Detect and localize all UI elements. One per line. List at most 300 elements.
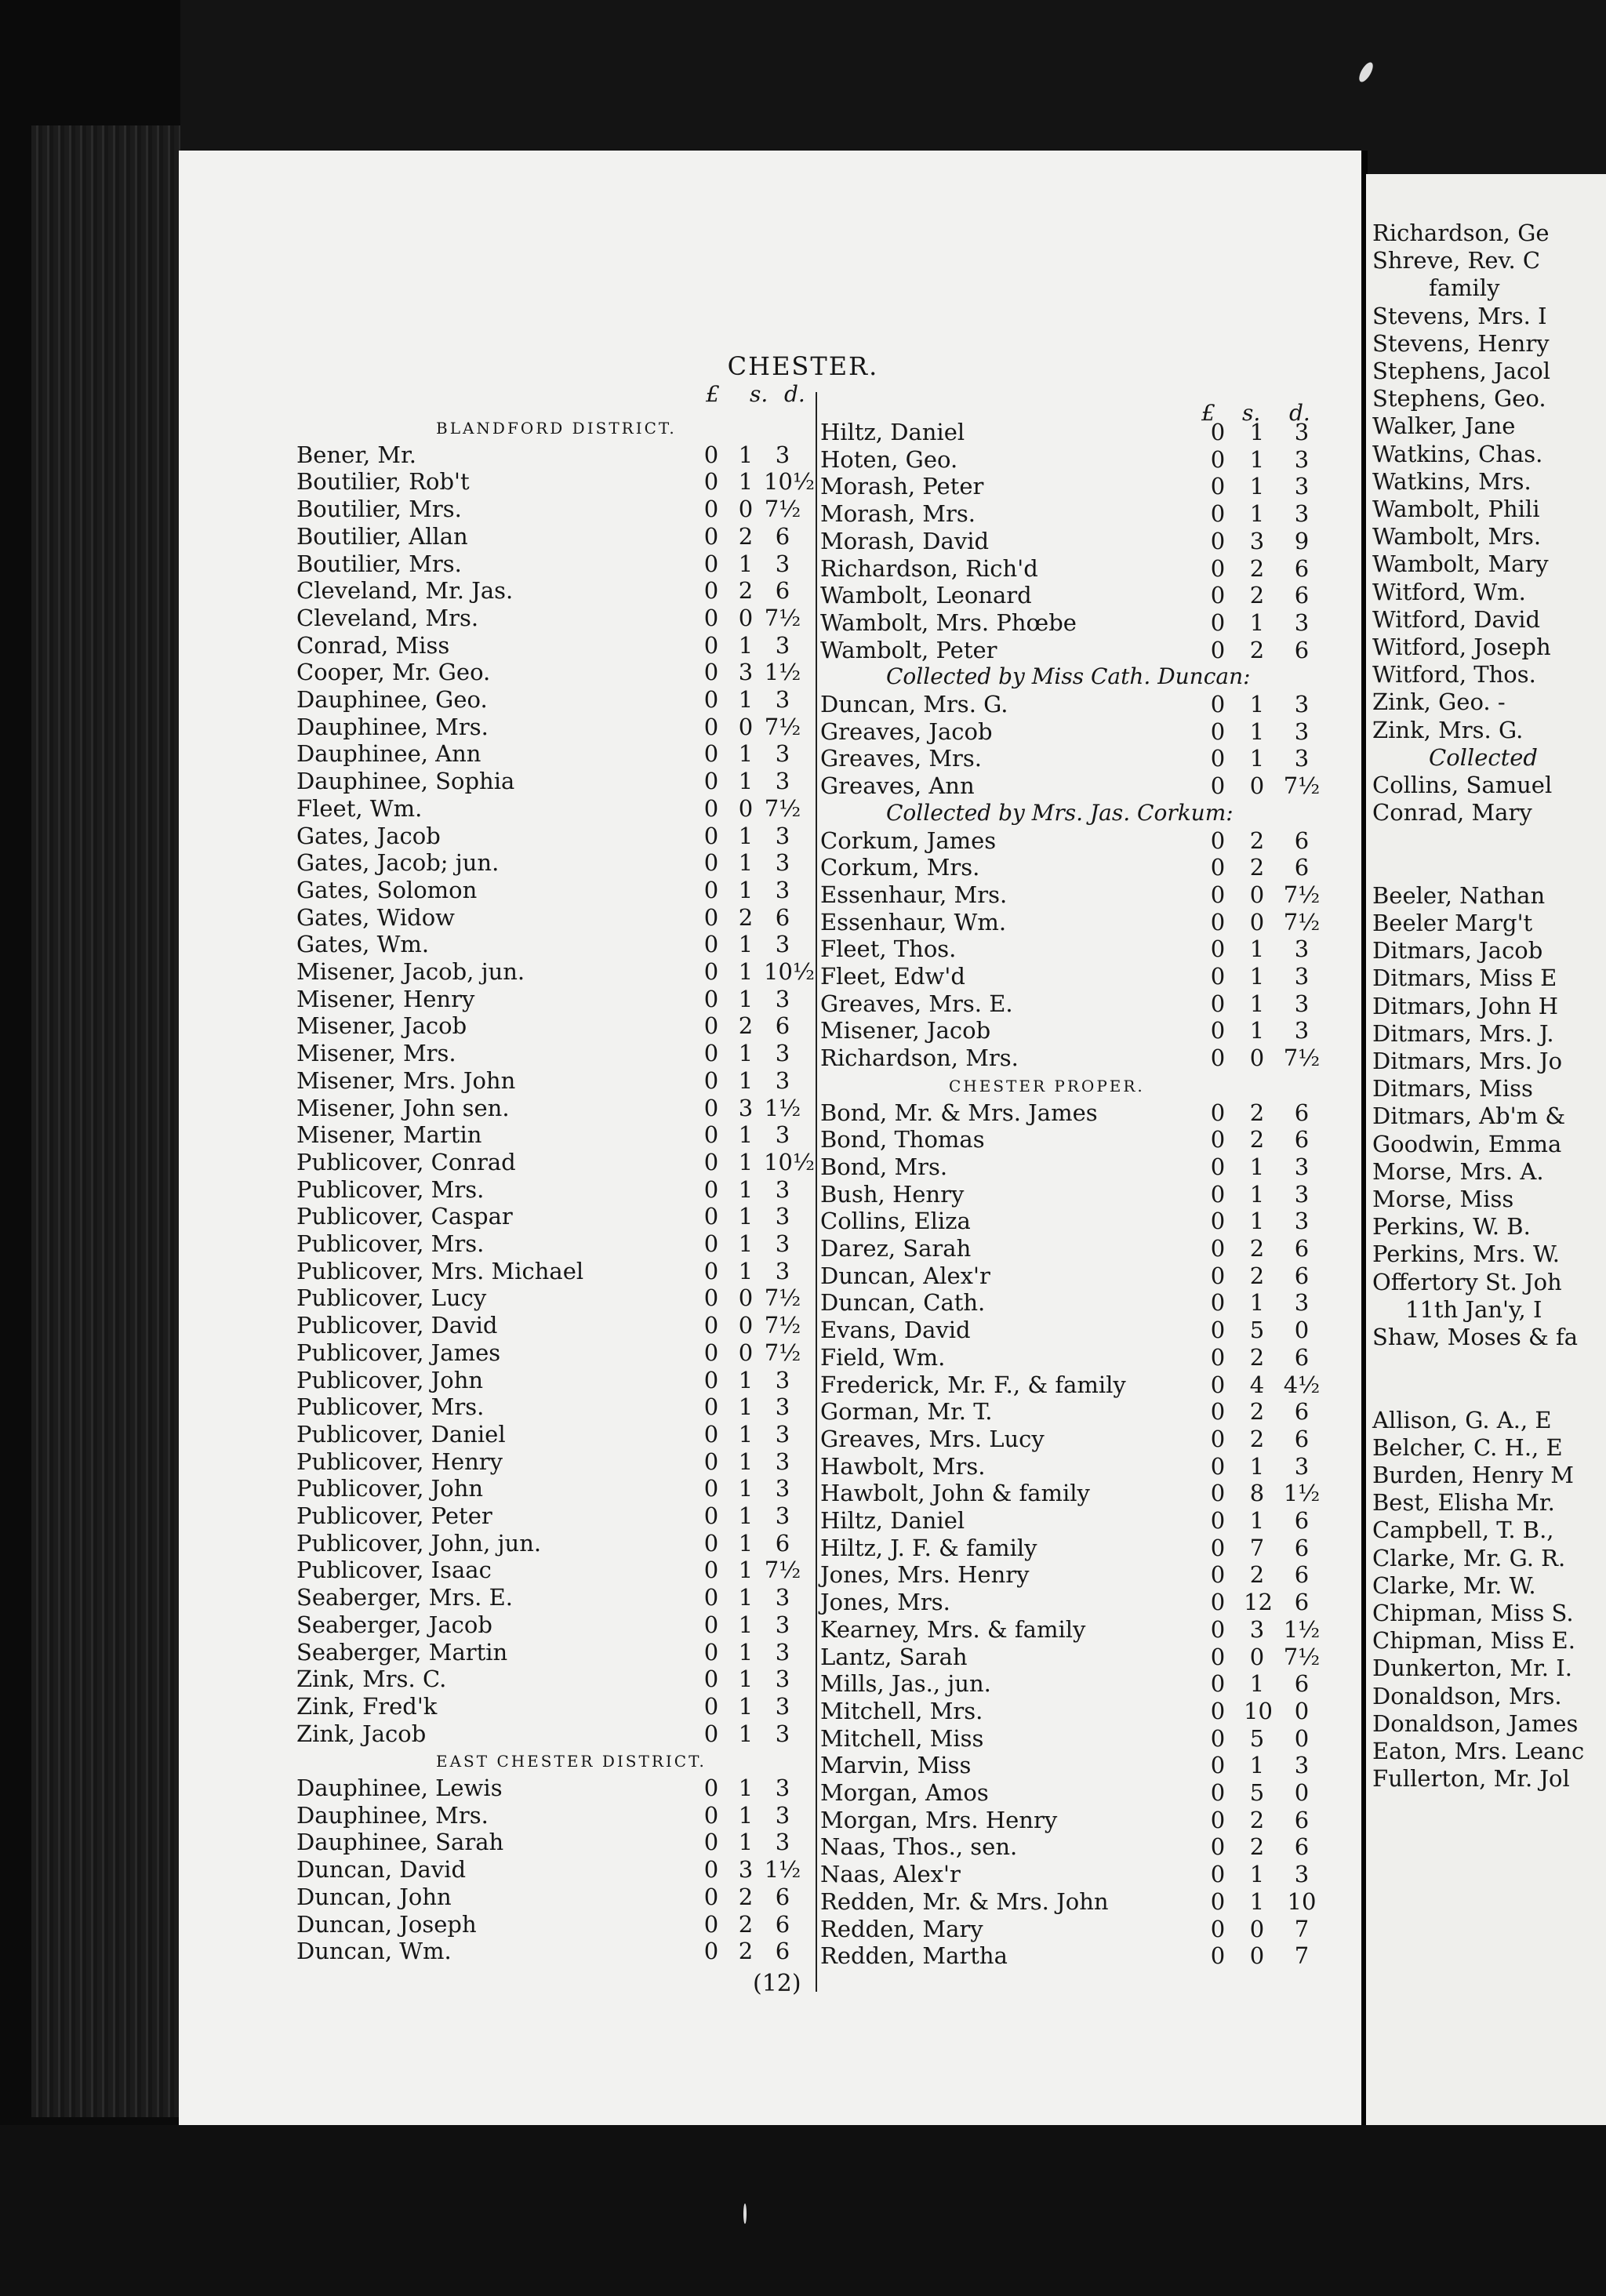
pence-value: 6	[775, 1938, 790, 1965]
subscriber-row	[820, 419, 1322, 445]
pence-value: 6	[1294, 1806, 1310, 1833]
next-page-line: Campbell, T. B.,	[1372, 1517, 1554, 1544]
shillings-value: 1	[738, 1203, 754, 1230]
shillings-value: 0	[1249, 1942, 1265, 1970]
subscriber-name: Zink, Fred'k	[296, 1692, 438, 1720]
shillings-value: 1	[1249, 500, 1265, 528]
pence-value: 6	[1294, 826, 1310, 854]
pence-value: 3	[1294, 445, 1310, 473]
subscriber-name: Darez, Sarah	[820, 1235, 972, 1262]
shillings-value: 1	[738, 1529, 754, 1557]
next-page-line: Eaton, Mrs. Leanc	[1372, 1738, 1585, 1764]
subscriber-row	[820, 446, 1322, 473]
subscriber-row	[820, 1535, 1322, 1561]
next-page-line: Clarke, Mr. G. R.	[1372, 1544, 1566, 1571]
subscriber-name: Duncan, Mrs. G.	[820, 691, 1008, 718]
pounds-value: 0	[703, 1094, 719, 1121]
subscriber-row	[296, 1284, 801, 1312]
next-page-line: Ditmars, Miss E	[1372, 965, 1557, 992]
pence-value: 6	[1294, 854, 1310, 881]
shillings-value: 4	[1249, 1371, 1265, 1398]
next-page-line: Clarke, Mr. W.	[1372, 1571, 1536, 1599]
pence-value: 3	[775, 1448, 790, 1475]
subscriber-row	[820, 582, 1322, 609]
subscriber-row	[296, 794, 801, 822]
subscriber-name: Fleet, Edw'd	[820, 963, 965, 990]
pounds-value: 0	[703, 1938, 719, 1965]
pounds-value: 0	[703, 958, 719, 985]
shillings-value: 3	[1249, 1615, 1265, 1643]
subscriber-name: Fleet, Wm.	[296, 794, 423, 822]
next-page-line: Goodwin, Emma	[1372, 1130, 1562, 1157]
shillings-value: 0	[738, 496, 754, 523]
next-page-line: Shaw, Moses & fa	[1372, 1324, 1579, 1350]
pounds-value: 0	[1210, 1561, 1226, 1589]
pounds-value: 0	[1210, 718, 1226, 745]
shillings-value: 0	[1249, 908, 1265, 935]
shillings-value: 1	[738, 1502, 754, 1529]
pounds-value: 0	[1210, 1507, 1226, 1534]
subscriber-row	[296, 441, 798, 468]
subscriber-row	[820, 1344, 1322, 1371]
next-page-line: Ditmars, John H	[1372, 992, 1559, 1019]
subscriber-row	[296, 523, 798, 550]
pence-value: 3	[775, 1066, 790, 1094]
subscriber-row	[296, 577, 798, 604]
pounds-value: 0	[703, 1040, 719, 1067]
shillings-value: 2	[1249, 1561, 1265, 1589]
shillings-value: 0	[1249, 881, 1265, 908]
subscriber-row	[820, 745, 1322, 772]
pence-value: 7½	[1283, 881, 1321, 908]
shillings-value: 0	[738, 794, 754, 822]
subscriber-row	[296, 1856, 801, 1884]
shillings-value: 1	[1249, 1752, 1265, 1779]
subscriber-row	[820, 1644, 1322, 1670]
pounds-value: 0	[1210, 1887, 1226, 1915]
next-page-line: Ditmars, Mrs. J.	[1372, 1019, 1554, 1047]
subscriber-row	[296, 849, 798, 876]
pounds-value: 0	[703, 1557, 719, 1584]
pence-value: 3	[775, 1393, 790, 1421]
shillings-value: 2	[738, 1883, 754, 1910]
subscriber-name: Jones, Mrs. Henry	[820, 1561, 1030, 1589]
next-page-line: Fullerton, Mr. Jol	[1372, 1765, 1570, 1793]
shillings-value: 2	[738, 1938, 754, 1965]
pence-value: 7	[1294, 1915, 1310, 1942]
film-mark	[1357, 60, 1375, 84]
pence-value: 4½	[1283, 1371, 1321, 1398]
shillings-value: 1	[738, 1557, 754, 1584]
shillings-value: 2	[1249, 1425, 1265, 1452]
subscriber-name: Wambolt, Mrs. Phœbe	[820, 609, 1077, 636]
pounds-value: 0	[1210, 881, 1226, 908]
subscriber-row	[296, 713, 801, 740]
pounds-value: 0	[703, 1284, 719, 1312]
pounds-value: 0	[703, 659, 719, 686]
subscriber-row	[820, 1044, 1322, 1071]
subscriber-row	[296, 1258, 798, 1284]
shillings-value: 1	[738, 441, 754, 468]
subscriber-name: Wambolt, Peter	[820, 636, 997, 663]
subscriber-name: Dauphinee, Sophia	[296, 768, 515, 795]
pence-value: 3	[1294, 1017, 1310, 1044]
shillings-value: 1	[1249, 1289, 1265, 1317]
subscriber-row	[820, 935, 1322, 962]
shillings-value: 1	[738, 822, 754, 849]
pounds-value: 0	[703, 1420, 719, 1448]
collector-heading: Collected by Mrs. Jas. Corkum:	[886, 799, 1234, 826]
subscriber-name: Duncan, Wm.	[296, 1938, 452, 1965]
pence-value: 10	[1287, 1887, 1317, 1915]
pounds-value: 0	[1210, 1670, 1226, 1698]
next-page-line: Stephens, Geo.	[1372, 385, 1546, 412]
pence-value: 3	[775, 1666, 790, 1693]
shillings-value: 1	[738, 849, 754, 877]
next-page-line: Stephens, Jacol	[1372, 358, 1550, 384]
subscriber-row	[296, 1203, 798, 1230]
shillings-value: 1	[738, 1638, 754, 1666]
shillings-value: 1	[738, 768, 754, 795]
pounds-value: 0	[1210, 826, 1226, 854]
pence-value: 7½	[1283, 908, 1321, 935]
subscriber-row	[820, 1752, 1322, 1778]
pence-value: 3	[775, 1692, 790, 1720]
pence-value: 7½	[764, 1557, 801, 1584]
next-page-line: Donaldson, Mrs.	[1372, 1682, 1562, 1709]
pounds-value: 0	[1210, 1942, 1226, 1970]
subscriber-name: Misener, Jacob, jun.	[296, 958, 525, 985]
subscriber-name: Greaves, Mrs.	[820, 745, 983, 772]
shillings-value: 1	[738, 1720, 754, 1747]
subscriber-name: Cleveland, Mr. Jas.	[296, 577, 514, 605]
subscriber-name: Publicover, Henry	[296, 1448, 503, 1475]
next-page-line: Belcher, C. H., E	[1372, 1433, 1563, 1461]
subscriber-row	[296, 986, 798, 1012]
shillings-value: 1	[738, 686, 754, 713]
shillings-value: 1	[738, 1366, 754, 1393]
shillings-value: 1	[1249, 1208, 1265, 1235]
shillings-value: 1	[738, 1257, 754, 1284]
pounds-value: 0	[703, 1584, 719, 1611]
subscriber-row	[820, 528, 1322, 554]
shillings-value: 0	[1249, 772, 1265, 800]
pounds-value: 0	[703, 1529, 719, 1557]
next-page-line: Witford, Thos.	[1372, 661, 1536, 688]
next-page-line: Wambolt, Phili	[1372, 496, 1540, 522]
subscriber-name: Cooper, Mr. Geo.	[296, 659, 491, 686]
pounds-value: 0	[1210, 1589, 1226, 1616]
subscriber-row	[296, 904, 798, 931]
subscriber-name: Frederick, Mr. F., & family	[820, 1371, 1126, 1398]
pence-value: 7½	[1283, 1643, 1321, 1670]
subscriber-name: Greaves, Mrs. E.	[820, 990, 1013, 1017]
subscriber-row	[820, 1262, 1322, 1289]
pounds-value: 0	[1210, 1425, 1226, 1452]
pence-value: 3	[1294, 963, 1310, 990]
pounds-value: 0	[1210, 636, 1226, 663]
pence-value: 3	[775, 1829, 790, 1856]
pounds-value: 0	[1210, 1480, 1226, 1507]
subscriber-name: Dauphinee, Lewis	[296, 1775, 503, 1801]
pence-value: 6	[1294, 1235, 1310, 1262]
pounds-value: 0	[703, 631, 719, 659]
pounds-value: 0	[1210, 1861, 1226, 1888]
pounds-value: 0	[703, 713, 719, 740]
shillings-value: 1	[738, 1666, 754, 1693]
subscriber-row	[820, 1589, 1322, 1615]
shillings-value: 5	[1249, 1317, 1265, 1344]
pounds-value: 0	[703, 522, 719, 550]
subscriber-row	[296, 604, 801, 631]
subscriber-name: Essenhaur, Wm.	[820, 908, 1007, 935]
pounds-value: 0	[1210, 963, 1226, 990]
pence-value: 3	[775, 1502, 790, 1529]
subscriber-name: Morash, David	[820, 527, 990, 554]
subscriber-name: Publicover, Conrad	[296, 1148, 516, 1175]
pence-value: 10½	[764, 468, 816, 496]
pence-value: 3	[775, 1611, 790, 1638]
subscriber-name: Hiltz, Daniel	[820, 419, 965, 445]
pence-value: 3	[1294, 419, 1310, 445]
shillings-value: 2	[1249, 554, 1265, 582]
pence-header-left: d.	[784, 381, 805, 407]
shillings-value: 1	[738, 1829, 754, 1856]
pence-value: 3	[775, 1801, 790, 1829]
pence-value: 3	[775, 1638, 790, 1666]
shillings-value: 2	[738, 522, 754, 550]
subscriber-name: Mitchell, Miss	[820, 1724, 984, 1752]
pounds-value: 0	[1210, 1752, 1226, 1779]
pounds-value: 0	[703, 1175, 719, 1203]
pounds-value: 0	[1210, 1044, 1226, 1072]
pence-value: 0	[1294, 1779, 1310, 1806]
next-page-line: Beeler Marg't	[1372, 910, 1533, 936]
pounds-value: 0	[703, 1012, 719, 1040]
pounds-value: 0	[1210, 1343, 1226, 1371]
pence-value: 3	[775, 1203, 790, 1230]
shillings-value: 2	[738, 1012, 754, 1040]
shillings-value: 2	[738, 903, 754, 931]
subscriber-row	[820, 1698, 1322, 1724]
section-heading: BLANDFORD DISTRICT.	[436, 419, 677, 438]
subscriber-name: Publicover, David	[296, 1312, 498, 1339]
pounds-value: 0	[1210, 854, 1226, 881]
pounds-value: 0	[703, 1148, 719, 1175]
subscriber-name: Duncan, Alex'r	[820, 1262, 990, 1289]
subscriber-name: Publicover, Lucy	[296, 1284, 487, 1312]
shillings-value: 1	[1249, 718, 1265, 745]
subscriber-row	[296, 931, 798, 957]
subscriber-row	[296, 1502, 798, 1529]
pounds-value: 0	[703, 1339, 719, 1366]
subscriber-name: Publicover, James	[296, 1339, 501, 1366]
subscriber-row	[820, 1861, 1322, 1887]
pence-value: 10½	[764, 958, 816, 985]
next-page-line: Morse, Mrs. A.	[1372, 1157, 1544, 1185]
subscriber-row	[820, 637, 1322, 663]
subscriber-name: Publicover, Isaac	[296, 1557, 492, 1584]
pence-value: 0	[1294, 1317, 1310, 1344]
pence-value: 3	[1294, 990, 1310, 1017]
pounds-value: 0	[703, 1775, 719, 1801]
subscriber-name: Gates, Jacob; jun.	[296, 849, 500, 877]
subscriber-row	[820, 718, 1322, 745]
subscriber-row	[820, 1126, 1322, 1153]
subscriber-name: Hiltz, Daniel	[820, 1507, 965, 1534]
subscriber-row	[296, 686, 798, 713]
subscriber-name: Boutilier, Allan	[296, 522, 468, 550]
pounds-value: 0	[703, 1366, 719, 1393]
pence-value: 3	[775, 1475, 790, 1502]
next-page-line: Watkins, Chas.	[1372, 440, 1543, 467]
subscriber-name: Hoten, Geo.	[820, 445, 958, 473]
pounds-value: 0	[1210, 1017, 1226, 1044]
subscriber-name: Bush, Henry	[820, 1180, 965, 1208]
pence-value: 3	[1294, 609, 1310, 636]
subscriber-name: Gates, Wm.	[296, 931, 430, 958]
subscriber-name: Misener, John sen.	[296, 1094, 510, 1121]
subscriber-row	[296, 1475, 798, 1502]
subscriber-row	[296, 1911, 798, 1938]
shillings-value: 1	[738, 468, 754, 496]
shillings-value: 0	[738, 1312, 754, 1339]
next-page-line: Best, Elisha Mr.	[1372, 1489, 1555, 1517]
pounds-value: 0	[1210, 1398, 1226, 1426]
shillings-value: 1	[738, 1175, 754, 1203]
subscriber-name: Bond, Mrs.	[820, 1153, 948, 1180]
pence-value: 6	[1294, 1126, 1310, 1153]
pence-value: 3	[1294, 745, 1310, 772]
pounds-value: 0	[703, 496, 719, 523]
pence-value: 3	[775, 985, 790, 1012]
shillings-value: 1	[1249, 1861, 1265, 1888]
subscriber-row	[296, 1339, 801, 1366]
subscriber-name: Morgan, Amos	[820, 1779, 989, 1806]
subscriber-row	[296, 1720, 798, 1747]
pounds-value: 0	[1210, 1643, 1226, 1670]
subscriber-row	[296, 1557, 801, 1584]
next-page-line: Perkins, W. B.	[1372, 1213, 1531, 1241]
pence-value: 3	[775, 740, 790, 768]
pence-value: 7½	[764, 604, 801, 631]
shillings-value: 1	[1249, 473, 1265, 500]
subscriber-row	[296, 550, 798, 577]
pounds-value: 0	[703, 1502, 719, 1529]
pence-value: 1½	[1283, 1615, 1321, 1643]
next-page-line: Stevens, Henry	[1372, 329, 1550, 357]
subscriber-row	[296, 632, 798, 659]
pounds-value: 0	[703, 1203, 719, 1230]
shillings-value: 0	[1249, 1915, 1265, 1942]
pence-value: 3	[775, 631, 790, 659]
subscriber-row	[820, 1426, 1322, 1452]
shillings-value: 1	[738, 1121, 754, 1149]
shillings-value: 2	[1249, 1806, 1265, 1833]
pounds-value: 0	[703, 468, 719, 496]
film-mark	[743, 2203, 747, 2224]
subscriber-row	[820, 1561, 1322, 1588]
collector-heading: Collected by Miss Cath. Duncan:	[886, 663, 1251, 690]
pounds-value: 0	[703, 1121, 719, 1149]
shillings-value: 2	[1249, 1398, 1265, 1426]
subscriber-row	[820, 772, 1322, 799]
next-page-line: Donaldson, James	[1372, 1709, 1579, 1737]
shillings-value: 2	[1249, 1262, 1265, 1289]
subscriber-row	[296, 1884, 798, 1910]
shillings-value: 3	[738, 1856, 754, 1884]
subscriber-name: Boutilier, Mrs.	[296, 496, 462, 523]
subscriber-name: Misener, Martin	[296, 1121, 482, 1149]
next-page-line: Allison, G. A., E	[1372, 1406, 1552, 1433]
pounds-value: 0	[703, 604, 719, 631]
pence-value: 3	[1294, 1289, 1310, 1317]
shillings-value: 2	[1249, 1099, 1265, 1126]
pence-value: 6	[775, 903, 790, 931]
subscriber-name: Publicover, Mrs.	[296, 1393, 485, 1421]
pence-value: 3	[775, 1121, 790, 1149]
pounds-value: 0	[703, 1611, 719, 1638]
subscriber-name: Naas, Thos., sen.	[820, 1833, 1018, 1861]
subscriber-row	[296, 877, 798, 903]
shillings-value: 1	[738, 876, 754, 903]
subscriber-row	[820, 963, 1322, 990]
pence-value: 10½	[764, 1148, 816, 1175]
next-page-fragment	[1366, 174, 1606, 2125]
subscriber-name: Bond, Thomas	[820, 1126, 985, 1153]
pence-value: 3	[775, 1584, 790, 1611]
pounds-value: 0	[1210, 1806, 1226, 1833]
subscriber-row	[820, 1507, 1322, 1534]
shillings-value: 1	[1249, 1180, 1265, 1208]
shillings-value: 0	[1249, 1044, 1265, 1072]
pounds-value: 0	[703, 1910, 719, 1938]
pounds-value: 0	[703, 903, 719, 931]
pounds-value: 0	[1210, 1697, 1226, 1724]
next-page-line: Zink, Geo. -	[1372, 688, 1506, 716]
subscriber-name: Corkum, James	[820, 826, 997, 854]
subscriber-row	[820, 1480, 1322, 1506]
pence-value: 3	[775, 876, 790, 903]
pence-value: 1½	[764, 659, 801, 686]
subscriber-row	[296, 1421, 798, 1448]
shillings-header-right: s.	[1242, 400, 1261, 426]
shillings-value: 1	[1249, 1452, 1265, 1480]
pence-value: 6	[1294, 1262, 1310, 1289]
subscriber-name: Greaves, Jacob	[820, 718, 993, 745]
pounds-value: 0	[703, 1638, 719, 1666]
pounds-value: 0	[1210, 990, 1226, 1017]
shillings-header-left: s.	[750, 381, 768, 407]
next-page-line: Chipman, Miss E.	[1372, 1627, 1575, 1655]
pence-value: 6	[1294, 1425, 1310, 1452]
subscriber-row	[820, 1398, 1322, 1425]
next-page-line: Witford, Joseph	[1372, 634, 1551, 660]
next-page-line: Witford, Wm.	[1372, 578, 1526, 605]
subscriber-name: Cleveland, Mrs.	[296, 604, 479, 631]
pence-header-right: d.	[1289, 400, 1310, 426]
subscriber-row	[296, 823, 798, 849]
pence-value: 3	[775, 1257, 790, 1284]
pounds-value: 0	[1210, 445, 1226, 473]
shillings-value: 1	[738, 740, 754, 768]
shillings-value: 1	[738, 1448, 754, 1475]
subscriber-row	[296, 1693, 798, 1720]
shillings-value: 2	[1249, 826, 1265, 854]
subscriber-name: Duncan, Cath.	[820, 1289, 986, 1317]
shillings-value: 1	[1249, 1507, 1265, 1534]
pence-value: 7½	[764, 794, 801, 822]
